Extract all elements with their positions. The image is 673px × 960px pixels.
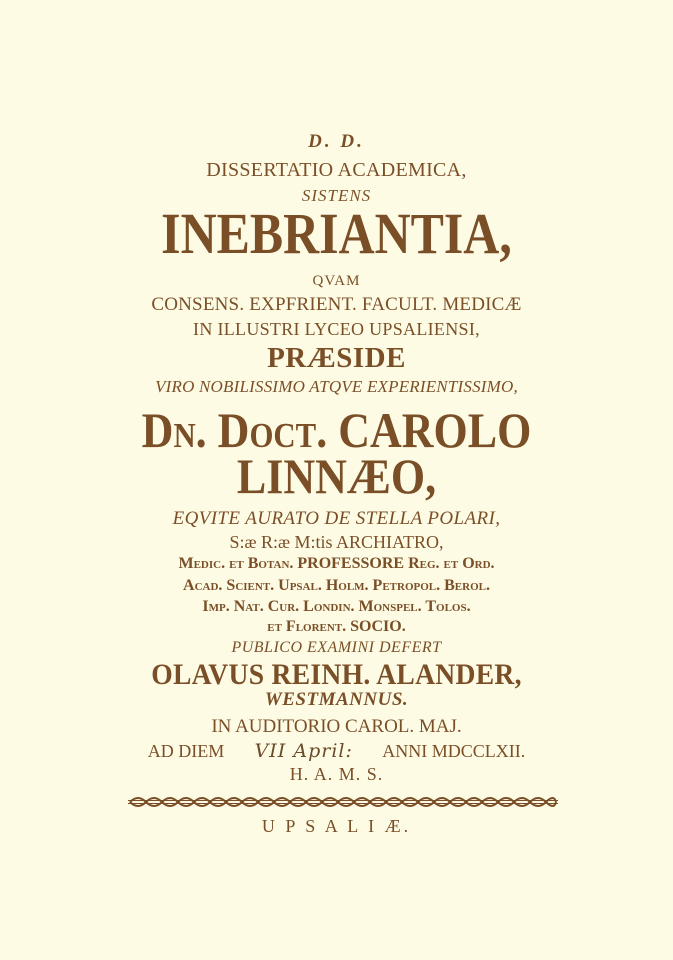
line-hams: H. A. M. S. <box>289 764 384 784</box>
line-sistens: SISTENS <box>301 186 372 205</box>
line-linnaeo: LINNÆO, <box>236 448 437 504</box>
line-illustri: IN ILLUSTRI LYCEO UPSALIENSI, <box>193 319 480 339</box>
line-imp: Imp. Nat. Cur. Londin. Monspel. Tolos. <box>202 598 471 615</box>
line-florent: et Florent. SOCIO. <box>267 618 406 635</box>
line-ad-diem-row <box>0 742 673 761</box>
line-auditorio: IN AUDITORIO CAROL. MAJ. <box>211 716 462 737</box>
line-praeside: PRÆSIDE <box>267 342 406 374</box>
line-equite: EQVITE AURATO DE STELLA POLARI, <box>172 508 501 529</box>
line-author: OLAVUS REINH. ALANDER, <box>151 658 522 691</box>
line-dissertatio: DISSERTATIO ACADEMICA, <box>206 159 467 181</box>
handwritten-date: VII April: <box>254 740 353 762</box>
line-viro: VIRO NOBILISSIMO ATQVE EXPERIENTISSIMO, <box>155 377 518 396</box>
line-ad-diem: AD DIEM <box>147 741 225 761</box>
line-westmannus: WESTMANNUS. <box>264 689 409 710</box>
main-title: INEBRIANTIA, <box>161 201 512 266</box>
line-consens: CONSENS. EXPFRIENT. FACULT. MEDICÆ <box>151 294 522 315</box>
line-dn-doct-carolo: Dn. Doct. CAROLO <box>141 402 532 458</box>
ornament-divider <box>128 792 558 812</box>
line-medic: Medic. et Botan. PROFESSORE Reg. et Ord. <box>178 555 495 572</box>
line-acad: Acad. Scient. Upsal. Holm. Petropol. Berol. <box>183 577 490 594</box>
line-quam: QVAM <box>312 273 361 289</box>
line-upsaliae: U P S A L I Æ. <box>261 816 412 836</box>
line-dd: D. D. <box>308 131 365 152</box>
line-archiatro: S:æ R:æ M:tis ARCHIATRO, <box>229 532 444 552</box>
line-anni: ANNI MDCCLXII. <box>382 741 526 761</box>
line-publico: PUBLICO EXAMINI DEFERT <box>231 639 442 656</box>
